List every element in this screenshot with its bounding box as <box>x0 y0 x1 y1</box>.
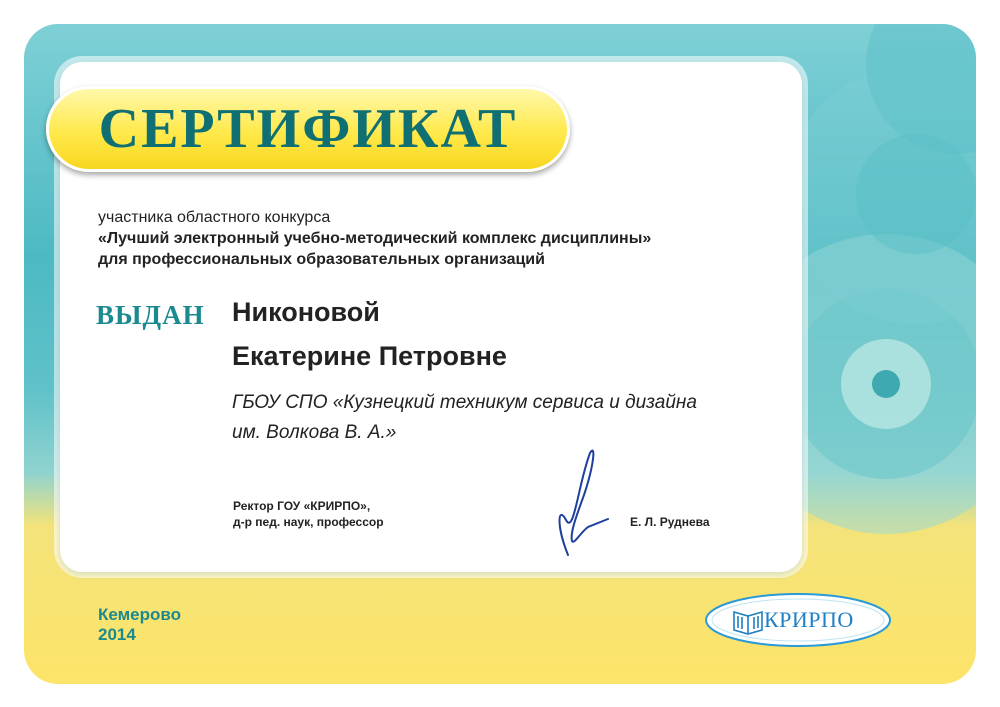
intro-line-3: для профессиональных образовательных организаций <box>98 251 545 268</box>
contest-name: «Лучший электронный учебно-методический комплекс дисциплины» <box>98 230 652 247</box>
certificate-title: СЕРТИФИКАТ <box>98 98 518 160</box>
organization-line-2: им. Волкова В. А.» <box>232 422 397 443</box>
intro-text <box>98 207 651 270</box>
recipient-surname: Никоновой <box>232 297 380 327</box>
recipient-given-names: Екатерине Петровне <box>232 341 507 371</box>
logo-text: КРИРПО <box>764 607 854 632</box>
issued-label: ВЫДАН <box>96 300 205 330</box>
intro-line-1: участника областного конкурса <box>98 209 331 226</box>
signer-title-line-2: д-р пед. наук, профессор <box>233 515 384 529</box>
handwritten-signature <box>548 445 618 560</box>
organization-line-1: ГБОУ СПО «Кузнецкий техникум сервиса и дизайна <box>232 392 697 413</box>
signer-name: Е. Л. Руднева <box>630 515 710 529</box>
city-label: Кемерово <box>98 605 182 624</box>
year-label: 2014 <box>98 625 136 644</box>
signer-title-line-1: Ректор ГОУ «КРИРПО», <box>233 499 371 513</box>
